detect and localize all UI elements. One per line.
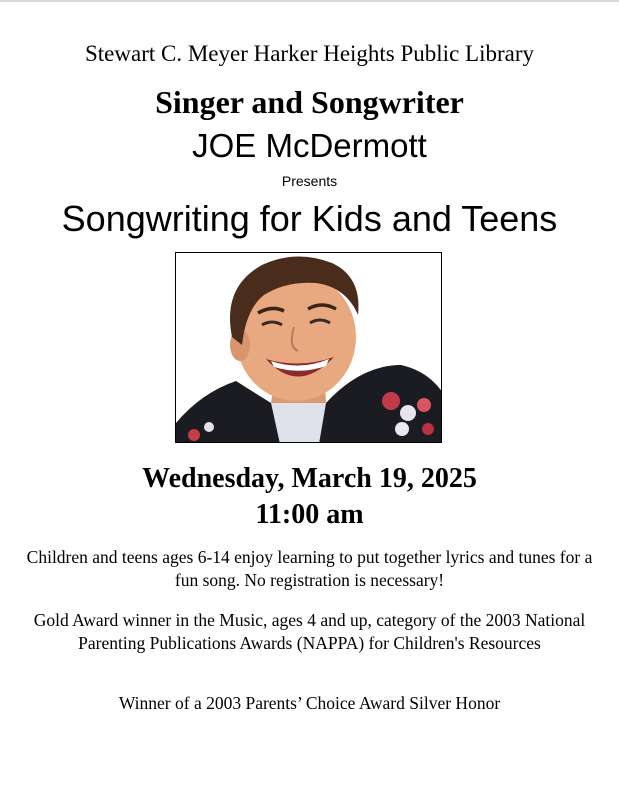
event-time: 11:00 am [255,499,364,530]
award-parents-choice: Winner of a 2003 Parents’ Choice Award Silver Honor [118,693,501,713]
performer-name: JOE McDermott [192,127,427,164]
top-divider [0,0,619,2]
award-gold: Gold Award winner in the Music, ages 4 and up, category of the 2003 National Parenting Publications Awards (NAPPA) for Children's Resources [33,610,586,653]
event-date: Wednesday, March 19, 2025 [142,463,477,494]
presents-label: Presents [281,173,338,189]
event-description: Children and teens ages 6-14 enjoy learning to put together lyrics and tunes for a fun song. No registration is necessary! [26,547,593,590]
library-name: Stewart C. Meyer Harker Heights Public Library [84,41,535,66]
event-title: Songwriting for Kids and Teens [61,198,558,239]
performer-photo [175,252,442,443]
headline: Singer and Songwriter [155,84,464,120]
